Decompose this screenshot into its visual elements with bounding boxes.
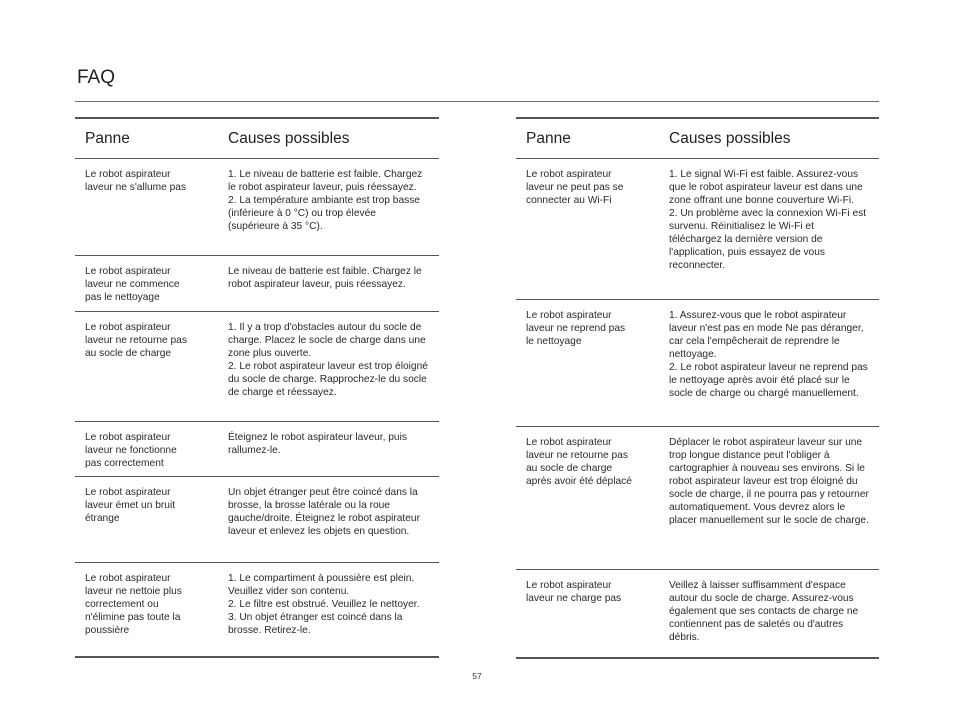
table-row [516, 159, 879, 300]
cause-text: 1. Le signal Wi-Fi est faible. Assurez-vous que le robot aspirateur laveur est dans une zone offrant une bonne couverture Wi-Fi. [669, 169, 863, 206]
causes-cell [218, 563, 439, 657]
table-row [516, 427, 879, 570]
problem-text: Le robot aspirateur laveur ne s'allume pas [85, 169, 187, 193]
table-row [75, 563, 439, 657]
problem-cell [516, 300, 659, 427]
table-header-row [75, 118, 439, 159]
cause-text: 2. Le robot aspirateur laveur ne reprend pas le nettoyage après avoir été placé sur le socle de charge ou chargé manuellement. [669, 362, 868, 399]
causes-cell [218, 422, 439, 477]
table-row [75, 312, 439, 422]
causes-cell [218, 477, 439, 563]
table-row [75, 422, 439, 477]
table-row [516, 300, 879, 427]
problem-cell [516, 427, 659, 570]
problem-text: Le robot aspirateur laveur ne nettoie plus correctement ou n'élimine pas toute la poussière [85, 573, 182, 636]
cause-text: 2. La température ambiante est trop basse (inférieure à 0 °C) ou trop élevée (supérieure à 35 °C). [228, 195, 420, 232]
cause-text: 1. Assurez-vous que le robot aspirateur laveur n'est pas en mode Ne pas déranger, car cela l'empêcherait de reprendre le nettoyage. [669, 310, 864, 360]
table-row [75, 159, 439, 256]
header-causes: Causes possibles [218, 118, 439, 159]
table-row [75, 477, 439, 563]
cause-text: 2. Le filtre est obstrué. Veuillez le nettoyer. [228, 599, 420, 610]
problem-cell [75, 477, 218, 563]
problem-text: Le robot aspirateur laveur ne charge pas [526, 580, 622, 604]
header-panne: Panne [75, 118, 218, 159]
table-header-row [516, 118, 879, 159]
faq-table-left [75, 117, 439, 658]
problem-cell [75, 312, 218, 422]
title-divider [75, 101, 879, 102]
cause-text: Veillez à laisser suffisamment d'espace autour du socle de charge. Assurez-vous également que ses contacts de charge ne contiennent pas de saletés ou d'autres débris. [669, 580, 859, 643]
causes-cell [659, 159, 879, 300]
cause-text: Éteignez le robot aspirateur laveur, puis rallumez-le. [228, 432, 407, 456]
causes-cell [218, 256, 439, 312]
problem-text: Le robot aspirateur laveur ne commence pas le nettoyage [85, 266, 180, 303]
problem-cell [516, 570, 659, 658]
table-row [75, 256, 439, 312]
causes-cell [218, 159, 439, 256]
cause-text: 1. Il y a trop d'obstacles autour du socle de charge. Placez le socle de charge dans une zone plus ouverte. [228, 322, 426, 359]
cause-text: 2. Un problème avec la connexion Wi-Fi est survenu. Réinitialisez le Wi-Fi et téléchargez la dernière version de l'application, puis essayez de vous reconnecter. [669, 208, 867, 271]
page-title: FAQ [77, 67, 116, 88]
cause-text: Le niveau de batterie est faible. Chargez le robot aspirateur laveur, puis réessayez. [228, 266, 422, 290]
header-panne: Panne [516, 118, 659, 159]
problem-text: Le robot aspirateur laveur émet un bruit étrange [85, 487, 176, 524]
causes-cell [218, 312, 439, 422]
problem-cell [516, 159, 659, 300]
problem-cell [75, 422, 218, 477]
cause-text: 1. Le niveau de batterie est faible. Chargez le robot aspirateur laveur, puis réessayez. [228, 169, 423, 193]
problem-text: Le robot aspirateur laveur ne retourne pas au socle de charge après avoir été déplacé [526, 437, 632, 487]
cause-text: 1. Le compartiment à poussière est plein. Veuillez vider son contenu. [228, 573, 415, 597]
causes-cell [659, 427, 879, 570]
problem-text: Le robot aspirateur laveur ne fonctionne pas correctement [85, 432, 177, 469]
faq-table-right [516, 117, 879, 659]
cause-text: Déplacer le robot aspirateur laveur sur une trop longue distance peut l'obliger à cartographier à nouveau ses environs. Si le robot aspirateur laveur est trop éloigné du socle de charge, il ne pourra pas y retourner automatiquement. Vous devrez alors le placer manuellement sur le socle de charge. [669, 437, 869, 526]
page-number: 57 [472, 671, 482, 681]
problem-text: Le robot aspirateur laveur ne peut pas se connecter au Wi-Fi [526, 169, 624, 206]
cause-text: Un objet étranger peut être coincé dans la brosse, la brosse latérale ou la roue gauche/droite. Éteignez le robot aspirateur laveur et enlevez les objets en question. [228, 487, 420, 537]
table-row [516, 570, 879, 658]
problem-text: Le robot aspirateur laveur ne reprend pas le nettoyage [526, 310, 626, 347]
cause-text: 3. Un objet étranger est coincé dans la brosse. Retirez-le. [228, 612, 403, 636]
problem-cell [75, 159, 218, 256]
cause-text: 2. Le robot aspirateur laveur est trop éloigné du socle de charge. Rapprochez-le du socle de charge et réessayez. [228, 361, 428, 398]
problem-cell [75, 256, 218, 312]
causes-cell [659, 570, 879, 658]
header-causes: Causes possibles [659, 118, 879, 159]
problem-cell [75, 563, 218, 657]
problem-text: Le robot aspirateur laveur ne retourne pas au socle de charge [85, 322, 187, 359]
causes-cell [659, 300, 879, 427]
